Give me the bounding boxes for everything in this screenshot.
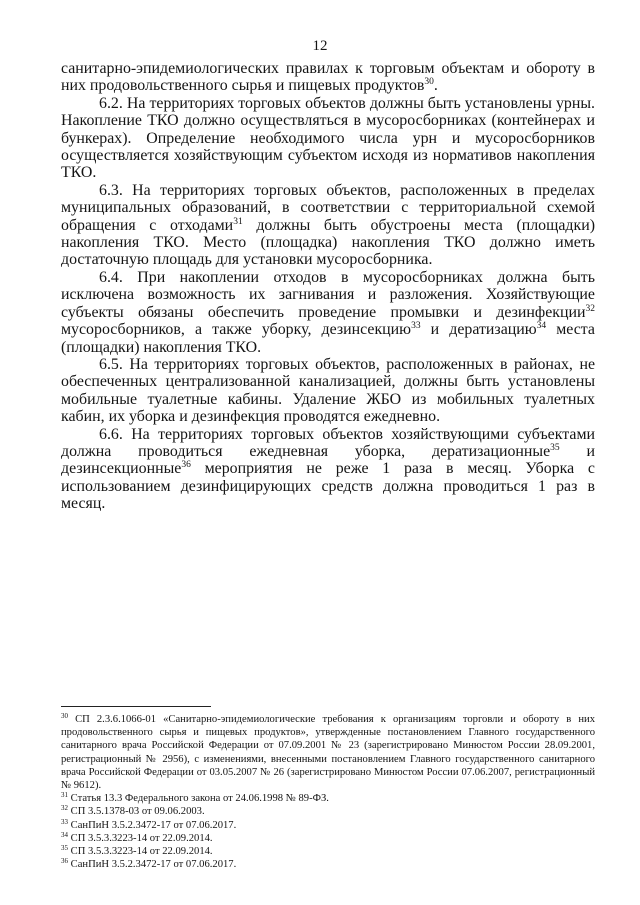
body-text — [61, 60, 595, 513]
page-number: 12 — [312, 38, 328, 54]
footnote-ref: 36 — [181, 460, 191, 471]
footnote-ref: 32 — [585, 303, 595, 314]
footnote-34: $^{34}$ СП 3.5.3.3223-14 от 22.09.2014. — [61, 830, 213, 844]
paragraph-6-2: 6.2. На территориях торговых объектов должны быть установлены урны. Накопление ТКО должно осуществляться в мусоросборниках (контейнерах и бункерах). Определение необходимого числа урн и мусоросборников осуществляется хозяйствующим субъектом исходя из нормативов накопления ТКО. — [61, 94, 595, 182]
paragraph-6-5: 6.5. На территориях торговых объектов, расположенных в районах, не обеспеченных централизованной канализацией, должны быть установлены мобильные туалетные кабины. Удаление ЖБО из мобильных туалетных кабин, их уборка и дезинфекция проводятся ежедневно. — [61, 355, 595, 426]
paragraph-6-3: 6.3. На территориях торговых объектов, расположенных в пределах муниципальных образований, в соответствии с территориальной схемой обращения с отходами$^{31}$ должны быть обустроены места (площадки) накопления ТКО. Место (площадка) накопления ТКО должно иметь достаточную площадь для установки мусоросборника. — [61, 181, 596, 269]
footnote-ref: 31 — [233, 216, 243, 227]
footnote-33: $^{33}$ СанПиН 3.5.2.3472-17 от 07.06.2017. — [61, 817, 237, 831]
footnote-ref: 30 — [424, 77, 434, 88]
footnotes — [61, 713, 595, 871]
paragraph-6-6: 6.6. На территориях торговых объектов хозяйствующими субъектами должна проводиться ежедневная уборка, дератизационные$^{35}$ и дезинсекционные$^{36}$ мероприятия не реже 1 раза в месяц. Уборка с использованием дезинфицирующих средств должна проводиться 1 раз в месяц. — [61, 425, 595, 513]
paragraph-6-4: 6.4. При накоплении отходов в мусоросборниках должна быть исключена возможность их загнивания и разложения. Хозяйствующие субъекты обязаны обеспечить проведение промывки и дезинфекции$^{32}$ мусоросборников, а также уборку, дезинсекцию$^{33}$ и дератизацию$^{34}$ места (площадки) накопления ТКО. — [61, 268, 595, 356]
footnote-36: $^{36}$ СанПиН 3.5.2.3472-17 от 07.06.2017. — [61, 857, 237, 871]
footnote-ref: 34 — [536, 321, 547, 332]
footnote-ref: 35 — [550, 442, 560, 453]
footnote-30: $^{30}$ СП 2.3.6.1066-01 «Санитарно-эпидемиологические требования к организациям торговли и обороту в них продовольственного сырья и пищевых продуктов», утвержденные постановлением Главного государственного санитарного врача Российской Федерации от 07.09.2001 № 23 (зарегистрировано Минюстом России 28.09.2001, регистрационный № 2956), с изменениями, внесенными постановлением Главного государственного санитарного врача Российской Федерации от 03.05.2007 № 26 (зарегистрировано Минюстом России 07.06.2007, регистрационный № 9612). — [61, 712, 595, 792]
footnote-ref: 33 — [411, 321, 421, 332]
footnote-31: $^{31}$ Статья 13.3 Федерального закона от 24.06.1998 № 89-ФЗ. — [61, 791, 329, 805]
footnote-35: $^{35}$ СП 3.5.3.3223-14 от 22.09.2014. — [61, 844, 213, 858]
footnote-32: $^{32}$ СП 3.5.1378-03 от 09.06.2003. — [61, 804, 205, 818]
footnote-divider — [61, 706, 211, 707]
paragraph-continuation: санитарно-эпидемиологических правилах к торговым объектам и обороту в них продовольственного сырья и пищевых продуктов$^{30}$. — [61, 60, 595, 95]
